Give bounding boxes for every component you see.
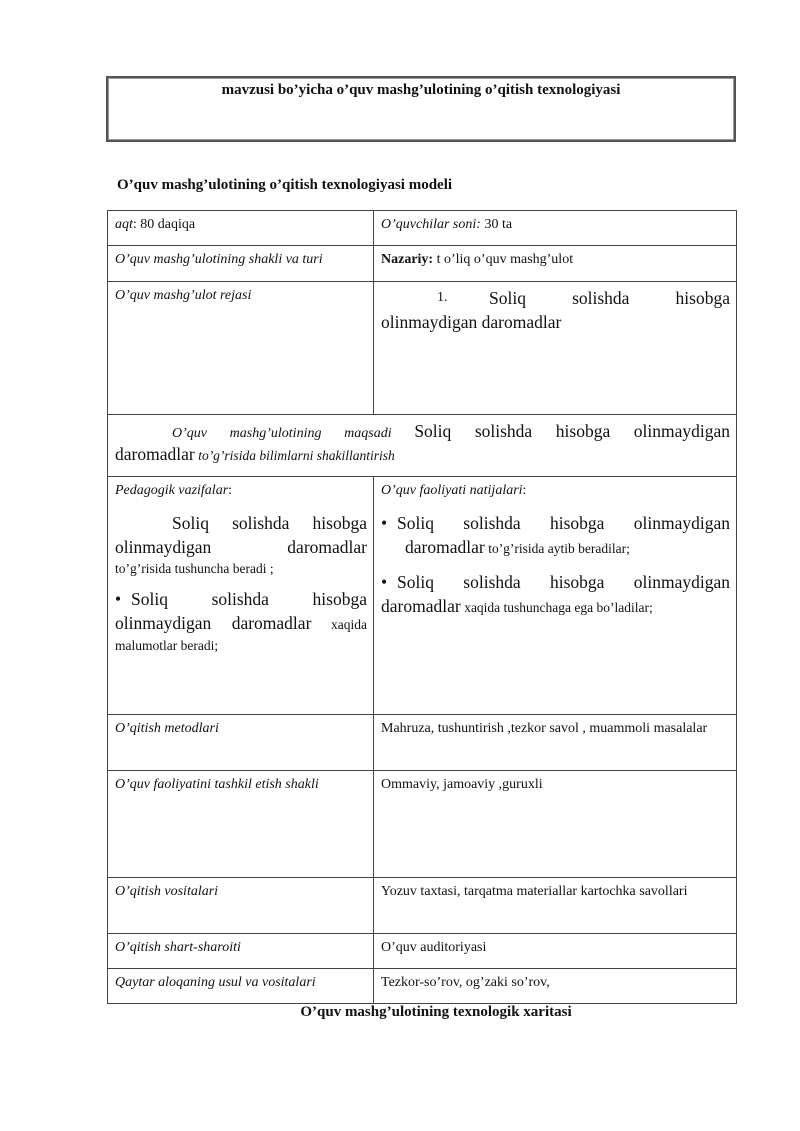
table-row — [108, 211, 737, 246]
results-label: O’quv faoliyati natijalari — [381, 483, 523, 498]
res-item1-line1-row — [381, 511, 730, 535]
goal-cell — [108, 415, 737, 477]
pedagogic-label: Pedagogik vazifalar — [115, 483, 229, 498]
feedback-value: Tezkor-so’rov, og’zaki so’rov, — [374, 969, 737, 1004]
res-item2-tail: xaqida tushunchaga ega bo’ladilar; — [464, 600, 653, 615]
res-item1-line1: Soliq solishda hisobga olinmaydigan — [397, 513, 730, 533]
table-row — [108, 477, 737, 715]
table-row — [108, 934, 737, 969]
form-cell — [374, 246, 737, 282]
conditions-value: O’quv auditoriyasi — [374, 934, 737, 969]
results-cell — [374, 477, 737, 715]
model-table — [107, 210, 737, 1004]
bullet-icon: • — [381, 572, 388, 592]
ped-item1-tail: to’g’risida tushuncha beradi ; — [115, 561, 274, 576]
methods-label: O’qitish metodlari — [108, 715, 374, 771]
plan-line1: Soliq solishda hisobga — [489, 288, 730, 308]
res-item2-line2: daromadlar — [381, 596, 461, 616]
tools-value: Yozuv taxtasi, tarqatma materiallar kartochka savollari — [374, 878, 737, 934]
methods-value: Mahruza, tushuntirish ,tezkor savol , muammoli masalalar — [374, 715, 737, 771]
ped-item2-small: xaqida — [331, 617, 368, 632]
results-colon: : — [522, 483, 527, 498]
ped-item1-line2: olinmaydigan daromadlar — [115, 537, 367, 557]
ped-item2-line2: olinmaydigan daromadlar — [115, 613, 312, 633]
model-heading: O’quv mashg’ulotining o’qitish texnologiyasi modeli — [117, 177, 453, 193]
res-item1-line2: daromadlar — [405, 537, 485, 557]
plan-line2: olinmaydigan daromadlar — [381, 312, 562, 332]
form-value: t o’liq o’quv mashg’ulot — [433, 252, 574, 267]
pedagogic-colon: : — [228, 483, 233, 498]
time-value: : 80 daqiqa — [132, 217, 196, 232]
table-row — [108, 969, 737, 1004]
ped-item2-line1: Soliq solishda hisobga — [131, 589, 367, 609]
form-label: O’quv mashg’ulotining shakli va turi — [108, 246, 374, 282]
res-item2-line1-row — [381, 570, 730, 594]
organization-label: O’quv faoliyatini tashkil etish shakli — [108, 771, 374, 878]
tools-label: O’qitish vositalari — [108, 878, 374, 934]
plan-cell — [374, 282, 737, 415]
goal-big1: Soliq solishda hisobga olinmaydigan — [414, 421, 731, 441]
table-row — [108, 246, 737, 282]
table-row — [108, 282, 737, 415]
technological-map-heading: O’quv mashg’ulotining texnologik xaritasi — [300, 1004, 572, 1020]
goal-line1 — [115, 419, 730, 444]
students-value: 30 ta — [480, 217, 513, 232]
goal-big2: daromadlar — [115, 444, 195, 464]
table-row — [108, 771, 737, 878]
plan-label: O’quv mashg’ulot rejasi — [108, 282, 374, 415]
feedback-label: Qaytar aloqaning usul va vositalari — [108, 969, 374, 1004]
conditions-label: O’qitish shart-sharoiti — [108, 934, 374, 969]
res-item2-line1: Soliq solishda hisobga olinmaydigan — [397, 572, 730, 592]
bullet-icon: • — [381, 513, 388, 533]
time-label: aqt — [115, 217, 133, 232]
organization-value: Ommaviy, jamoaviy ,guruxli — [374, 771, 737, 878]
pedagogic-cell — [108, 477, 374, 715]
topic-box — [106, 76, 736, 142]
time-cell — [108, 211, 374, 246]
table-row — [108, 878, 737, 934]
students-label: O’quvchilar soni: — [381, 217, 481, 232]
ped-item2-tail: malumotlar beradi; — [115, 638, 219, 653]
topic-title: mavzusi bo’yicha o’quv mashg’ulotining o’qitish texnologiyasi — [221, 82, 621, 98]
form-value-label: Nazariy: — [381, 252, 434, 267]
ped-item1-line1: Soliq solishda hisobga — [172, 513, 367, 533]
goal-label: O’quv mashg’ulotining maqsadi — [172, 426, 392, 441]
students-cell — [374, 211, 737, 246]
res-item1-tail: to’g’risida aytib beradilar; — [488, 541, 630, 556]
table-row — [108, 415, 737, 477]
bullet-icon: • — [115, 589, 122, 609]
plan-line1-row — [381, 286, 730, 310]
plan-number: 1. — [437, 290, 448, 305]
ped-item2-line1-row — [115, 587, 367, 611]
goal-tail: to’g’risida bilimlarni shakillantirish — [198, 448, 395, 463]
table-row — [108, 715, 737, 771]
